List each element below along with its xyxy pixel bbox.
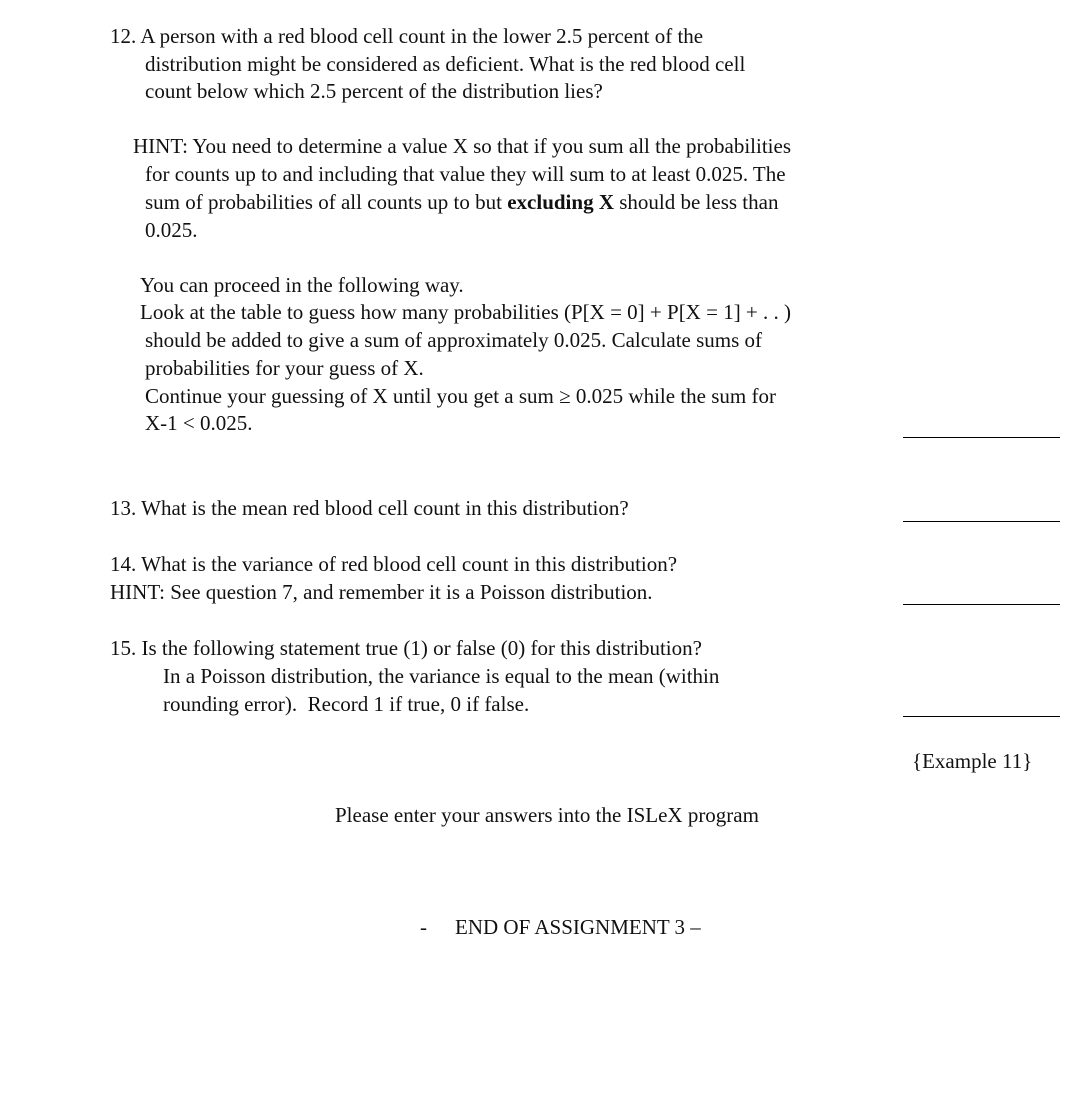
hint-emphasis: excluding X: [507, 190, 614, 214]
answer-blank-13: [903, 521, 1060, 522]
hint-line-1: HINT: You need to determine a value X so that if you sum all the probabilities: [133, 134, 791, 158]
end-dash: -: [420, 915, 427, 939]
hint-line-3-end: should be less than: [613, 190, 779, 214]
hint-line-3-start: sum of probabilities of all counts up to but: [145, 190, 508, 214]
question-15-line-1: 15. Is the following statement true (1) or false (0) for this distribution?: [110, 636, 702, 660]
question-15-line-3: rounding error). Record 1 if true, 0 if false.: [163, 692, 530, 716]
procedure-line-3: should be added to give a sum of approximately 0.025. Calculate sums of: [145, 328, 763, 352]
hint-line-4: 0.025.: [145, 218, 198, 242]
submission-instructions: Please enter your answers into the ISLeX program: [335, 803, 759, 827]
question-13: 13. What is the mean red blood cell count in this distribution?: [110, 496, 629, 520]
question-14-line-1: 14. What is the variance of red blood cell count in this distribution?: [110, 552, 678, 576]
procedure-line-6: X-1 < 0.025.: [145, 411, 253, 435]
end-text: END OF ASSIGNMENT 3 –: [455, 915, 701, 939]
question-15-line-2: In a Poisson distribution, the variance is equal to the mean (within: [163, 664, 720, 688]
example-reference: {Example 11}: [912, 749, 1033, 773]
question-12-line-3: count below which 2.5 percent of the distribution lies?: [145, 79, 603, 103]
hint-line-2: for counts up to and including that value they will sum to at least 0.025. The: [145, 162, 786, 186]
answer-blank-15: [903, 716, 1060, 717]
answer-blank-14: [903, 604, 1060, 605]
procedure-line-2: Look at the table to guess how many probabilities (P[X = 0] + P[X = 1] + . . ): [140, 300, 792, 324]
question-12-line-2: distribution might be considered as deficient. What is the red blood cell: [145, 52, 746, 76]
question-12-line-1: 12. A person with a red blood cell count in the lower 2.5 percent of the: [110, 24, 704, 48]
answer-blank-12: [903, 437, 1060, 438]
procedure-line-4: probabilities for your guess of X.: [145, 356, 424, 380]
procedure-line-5: Continue your guessing of X until you get a sum ≥ 0.025 while the sum for: [145, 384, 776, 408]
question-14-hint: HINT: See question 7, and remember it is a Poisson distribution.: [110, 580, 653, 604]
procedure-line-1: You can proceed in the following way.: [140, 273, 464, 297]
hint-line-3: [145, 189, 778, 216]
